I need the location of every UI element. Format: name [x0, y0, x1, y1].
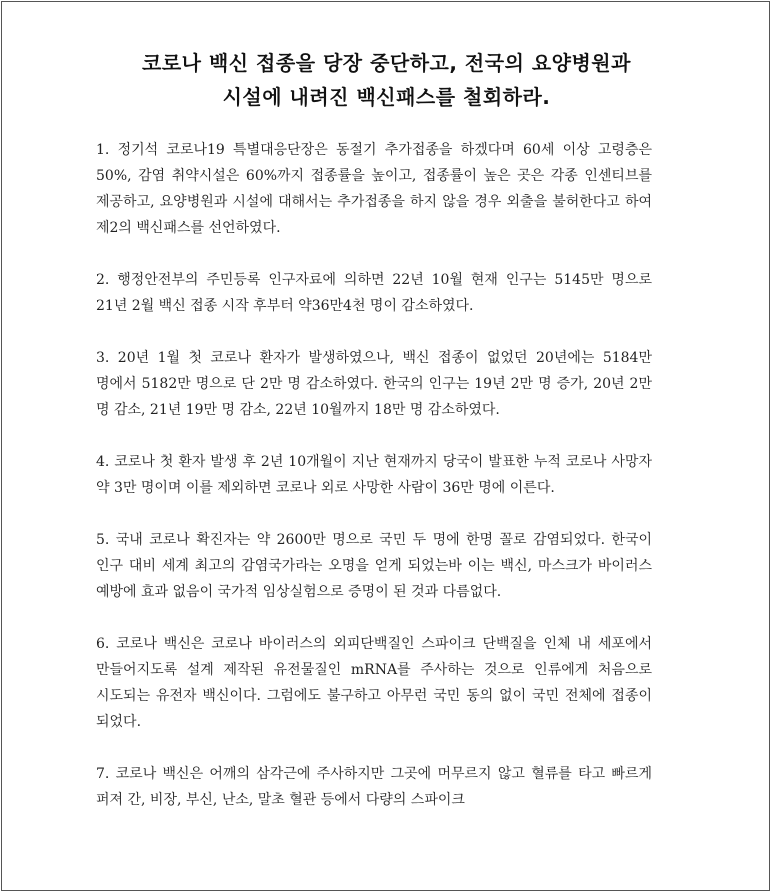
- paragraph-3: 3. 20년 1월 첫 코로나 환자가 발생하였으나, 백신 접종이 없었던 20년에는 5184만 명에서 5182만 명으로 단 2만 명 감소하였다. 한국의 인구는 19년 2만 명 증가, 20년 2만 명 감소, 21년 19만 명 감소, 22년 10월까지 18만 명 감소하였다.: [96, 350, 652, 418]
- paragraph-2: 2. 행정안전부의 주민등록 인구자료에 의하면 22년 10월 현재 인구는 5145만 명으로 21년 2월 백신 접종 시작 후부터 약36만4천 명이 감소하였다.: [96, 272, 652, 314]
- document-title: [2, 46, 771, 114]
- paragraph-4: 4. 코로나 첫 환자 발생 후 2년 10개월이 지난 현재까지 당국이 발표한 누적 코로나 사망자 약 3만 명이며 이를 제외하면 코로나 외로 사망한 사람이 36만 명에 이른다.: [96, 454, 652, 496]
- document-body: [96, 137, 652, 839]
- document-page: [1, 1, 770, 891]
- title-line-2: 시설에 내려진 백신패스를 철회하라.: [222, 85, 551, 109]
- paragraph-5: 5. 국내 코로나 확진자는 약 2600만 명으로 국민 두 명에 한명 꼴로 감염되었다. 한국이 인구 대비 세계 최고의 감염국가라는 오명을 얻게 되었는바 이는 백신, 마스크가 바이러스 예방에 효과 없음이 국가적 임상실험으로 증명이 된 것과 다름없다.: [96, 532, 652, 600]
- paragraph-7: 7. 코로나 백신은 어깨의 삼각근에 주사하지만 그곳에 머무르지 않고 혈류를 타고 빠르게 퍼져 간, 비장, 부신, 난소, 말초 혈관 등에서 다량의 스파이크: [96, 766, 652, 808]
- paragraph-1: 1. 정기석 코로나19 특별대응단장은 동절기 추가접종을 하겠다며 60세 이상 고령층은 50%, 감염 취약시설은 60%까지 접종률을 높이고, 접종률이 높은 곳은 각종 인센티브를 제공하고, 요양병원과 시설에 대해서는 추가접종을 하지 않을 경우 외출을 불허한다고 하여 제2의 백신패스를 선언하였다.: [96, 142, 652, 236]
- title-line-1: 코로나 백신 접종을 당장 중단하고, 전국의 요양병원과: [142, 51, 631, 75]
- paragraph-6: 6. 코로나 백신은 코로나 바이러스의 외피단백질인 스파이크 단백질을 인체 내 세포에서 만들어지도록 설계 제작된 유전물질인 mRNA를 주사하는 것으로 인류에게 처음으로 시도되는 유전자 백신이다. 그럼에도 불구하고 아무런 국민 동의 없이 국민 전체에 접종이 되었다.: [96, 636, 652, 730]
